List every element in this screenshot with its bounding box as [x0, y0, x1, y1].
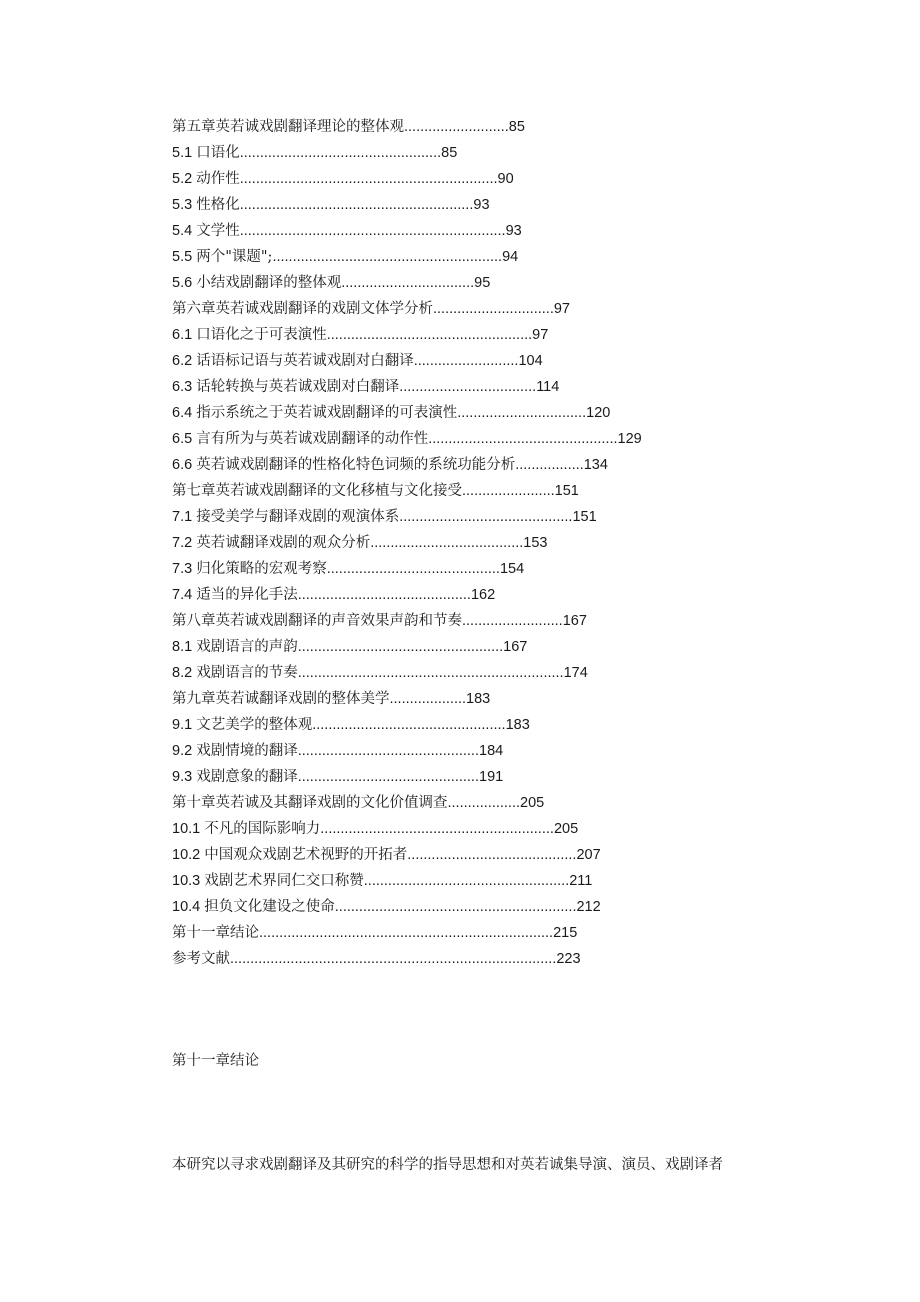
toc-entry-title: 第五章英若诚戏剧翻译理论的整体观	[172, 119, 404, 135]
toc-entry-page-number: 97	[532, 327, 549, 343]
toc-entry	[172, 582, 812, 608]
toc-entry	[172, 842, 812, 868]
toc-entry-title: 第九章英若诚翻译戏剧的整体美学	[172, 691, 390, 707]
toc-entry-title: 两个"课题";	[196, 249, 273, 265]
toc-entry-title: 话轮转换与英若诚戏剧对白翻译	[196, 379, 400, 395]
toc-entry-number: 8.1	[172, 639, 193, 655]
toc-entry-page-number: 90	[497, 171, 514, 187]
toc-entry-number: 7.1	[172, 509, 193, 525]
toc-entry	[172, 166, 812, 192]
toc-entry	[172, 556, 812, 582]
toc-entry-leader: ...................................................	[363, 873, 570, 889]
toc-entry-page-number: 134	[583, 457, 608, 473]
toc-entry	[172, 270, 812, 296]
toc-entry-page-number: 215	[553, 925, 578, 941]
toc-entry-title: 口语化	[196, 145, 240, 161]
toc-entry	[172, 686, 812, 712]
toc-entry-leader: ...............................................	[428, 431, 618, 447]
toc-entry-page-number: 162	[470, 587, 496, 603]
toc-entry-leader: ................................................	[312, 717, 506, 733]
toc-entry-number: 6.4	[172, 405, 193, 421]
toc-entry-title: 归化策略的宏观考察	[196, 561, 327, 577]
toc-entry	[172, 634, 812, 660]
toc-entry-title: 话语标记语与英若诚戏剧对白翻译	[196, 353, 414, 369]
toc-entry-number: 8.2	[172, 665, 193, 681]
toc-entry-title: 戏剧语言的节奏	[196, 665, 298, 681]
toc-entry-leader: ..................................................	[239, 145, 442, 161]
toc-entry	[172, 790, 812, 816]
toc-entry-number: 9.1	[172, 717, 193, 733]
toc-entry-title: 中国观众戏剧艺术视野的开拓者	[204, 847, 408, 863]
toc-entry-leader: .................................................................................	[230, 951, 557, 967]
toc-entry-leader: ...........................................	[399, 509, 573, 525]
toc-entry-number: 6.2	[172, 353, 193, 369]
toc-entry-number: 7.2	[172, 535, 193, 551]
toc-entry-title: 第十一章结论	[172, 925, 259, 941]
toc-entry	[172, 946, 812, 972]
toc-entry-number: 10.2	[172, 847, 201, 863]
toc-entry-page-number: 153	[523, 535, 548, 551]
toc-entry-number: 5.3	[172, 197, 193, 213]
body-paragraph: 本研究以寻求戏剧翻译及其研究的科学的指导思想和对英若诚集导演、演员、戏剧译者	[172, 1157, 723, 1173]
toc-entry-title: 戏剧意象的翻译	[196, 769, 298, 785]
toc-entry-leader: ..................	[447, 795, 521, 811]
toc-entry-number: 9.3	[172, 769, 193, 785]
toc-entry-leader: .................	[515, 457, 584, 473]
toc-entry	[172, 868, 812, 894]
toc-entry-leader: .........................	[462, 613, 563, 629]
toc-entry-title: 言有所为与英若诚戏剧翻译的动作性	[196, 431, 429, 447]
toc-entry-title: 英若诚戏剧翻译的性格化特色词频的系统功能分析	[196, 457, 516, 473]
toc-entry	[172, 530, 812, 556]
toc-entry-page-number: 129	[617, 431, 642, 447]
toc-entry	[172, 452, 812, 478]
toc-entry	[172, 478, 812, 504]
toc-entry-leader: ..........................................	[407, 847, 577, 863]
table-of-contents	[172, 114, 812, 972]
toc-entry	[172, 114, 812, 140]
toc-entry-page-number: 94	[502, 249, 519, 265]
toc-entry-title: 第七章英若诚戏剧翻译的文化移植与文化接受	[172, 483, 462, 499]
toc-entry-page-number: 95	[474, 275, 491, 291]
toc-entry-leader: ..................................	[399, 379, 537, 395]
toc-entry	[172, 244, 812, 270]
toc-entry-leader: ...........................................	[297, 587, 471, 603]
toc-entry-title: 文艺美学的整体观	[196, 717, 313, 733]
toc-entry-title: 参考文献	[172, 951, 230, 967]
toc-entry-title: 戏剧艺术界同仁交口称赞	[204, 873, 364, 889]
toc-entry-number: 7.3	[172, 561, 193, 577]
toc-entry-page-number: 93	[505, 223, 522, 239]
toc-entry	[172, 894, 812, 920]
toc-entry-page-number: 93	[473, 197, 490, 213]
toc-entry-leader: ..........................	[404, 119, 509, 135]
toc-entry-leader: .........................................................	[272, 249, 503, 265]
toc-entry	[172, 608, 812, 634]
toc-entry-page-number: 211	[569, 873, 593, 889]
toc-entry-number: 5.5	[172, 249, 193, 265]
toc-entry-page-number: 174	[563, 665, 588, 681]
toc-entry	[172, 920, 812, 946]
toc-entry-page-number: 191	[479, 769, 504, 785]
toc-entry-leader: ............................................................	[334, 899, 577, 915]
toc-entry-leader: ................................	[457, 405, 587, 421]
toc-entry-page-number: 207	[576, 847, 601, 863]
toc-entry-number: 7.4	[172, 587, 193, 603]
toc-entry-page-number: 151	[554, 483, 579, 499]
toc-entry-number: 10.4	[172, 899, 201, 915]
toc-entry-leader: ..................................................................	[297, 665, 564, 681]
toc-entry	[172, 660, 812, 686]
toc-entry-page-number: 154	[499, 561, 525, 577]
toc-entry-number: 5.1	[172, 145, 193, 161]
toc-entry	[172, 738, 812, 764]
toc-entry-page-number: 97	[553, 301, 570, 317]
toc-entry-leader: ..........................................................	[320, 821, 554, 837]
toc-entry-leader: .............................................	[297, 743, 479, 759]
toc-entry-number: 9.2	[172, 743, 193, 759]
toc-entry	[172, 400, 812, 426]
toc-entry-title: 英若诚翻译戏剧的观众分析	[196, 535, 371, 551]
toc-entry-page-number: 223	[556, 951, 581, 967]
toc-entry-number: 10.1	[172, 821, 201, 837]
toc-entry	[172, 374, 812, 400]
toc-entry-title: 不凡的国际影响力	[204, 821, 321, 837]
toc-entry-number: 6.1	[172, 327, 193, 343]
toc-entry-number: 5.2	[172, 171, 193, 187]
toc-entry	[172, 816, 812, 842]
toc-entry-number: 5.4	[172, 223, 193, 239]
toc-entry-title: 文学性	[196, 223, 240, 239]
toc-entry-leader: .............................................	[297, 769, 479, 785]
toc-entry-title: 戏剧情境的翻译	[196, 743, 298, 759]
toc-entry	[172, 322, 812, 348]
toc-entry	[172, 348, 812, 374]
toc-entry-page-number: 151	[572, 509, 597, 525]
toc-entry-page-number: 205	[553, 821, 579, 837]
toc-entry-page-number: 167	[503, 639, 528, 655]
toc-entry-leader: ................................................................	[239, 171, 498, 187]
toc-entry-title: 第十章英若诚及其翻译戏剧的文化价值调查	[172, 795, 448, 811]
toc-entry-page-number: 183	[505, 717, 530, 733]
toc-entry-leader: ..................................................................	[239, 223, 506, 239]
toc-entry	[172, 764, 812, 790]
toc-entry	[172, 296, 812, 322]
toc-entry	[172, 712, 812, 738]
toc-entry-page-number: 85	[508, 119, 525, 135]
toc-entry-number: 10.3	[172, 873, 201, 889]
toc-entry-title: 指示系统之于英若诚戏剧翻译的可表演性	[196, 405, 458, 421]
toc-entry	[172, 140, 812, 166]
toc-entry-page-number: 183	[466, 691, 491, 707]
toc-entry-page-number: 114	[536, 379, 560, 395]
toc-entry-title: 第八章英若诚戏剧翻译的声音效果声韵和节奏	[172, 613, 462, 629]
toc-entry-title: 小结戏剧翻译的整体观	[196, 275, 342, 291]
section-heading: 第十一章结论	[172, 1053, 259, 1069]
toc-entry-page-number: 85	[441, 145, 458, 161]
toc-entry	[172, 426, 812, 452]
toc-entry-leader: .........................................................................	[259, 925, 554, 941]
toc-entry	[172, 192, 812, 218]
toc-entry-leader: ...................	[389, 691, 467, 707]
toc-entry-leader: ...................................................	[297, 639, 504, 655]
toc-entry-title: 接受美学与翻译戏剧的观演体系	[196, 509, 400, 525]
toc-entry	[172, 504, 812, 530]
toc-entry-leader: ......................................	[370, 535, 524, 551]
toc-entry	[172, 218, 812, 244]
toc-entry-title: 口语化之于可表演性	[196, 327, 327, 343]
toc-entry-leader: ..........................................................	[239, 197, 474, 213]
toc-entry-number: 6.5	[172, 431, 193, 447]
toc-entry-page-number: 104	[518, 353, 543, 369]
toc-entry-leader: .......................	[462, 483, 555, 499]
toc-entry-leader: ..............................	[433, 301, 554, 317]
toc-entry-page-number: 212	[576, 899, 601, 915]
toc-entry-leader: ...........................................	[326, 561, 500, 577]
toc-entry-title: 戏剧语言的声韵	[196, 639, 298, 655]
toc-entry-page-number: 184	[479, 743, 504, 759]
toc-entry-page-number: 167	[562, 613, 587, 629]
toc-entry-title: 动作性	[196, 171, 240, 187]
toc-entry-page-number: 205	[520, 795, 545, 811]
toc-entry-title: 担负文化建设之使命	[204, 899, 335, 915]
toc-entry-title: 第六章英若诚戏剧翻译的戏剧文体学分析	[172, 301, 433, 317]
toc-entry-page-number: 120	[586, 405, 611, 421]
toc-entry-leader: ...................................................	[326, 327, 533, 343]
toc-entry-number: 5.6	[172, 275, 193, 291]
toc-entry-number: 6.6	[172, 457, 193, 473]
toc-entry-title: 性格化	[196, 197, 240, 213]
toc-entry-title: 适当的异化手法	[196, 587, 298, 603]
toc-entry-number: 6.3	[172, 379, 193, 395]
toc-entry-leader: ..........................	[413, 353, 519, 369]
toc-entry-leader: .................................	[341, 275, 475, 291]
